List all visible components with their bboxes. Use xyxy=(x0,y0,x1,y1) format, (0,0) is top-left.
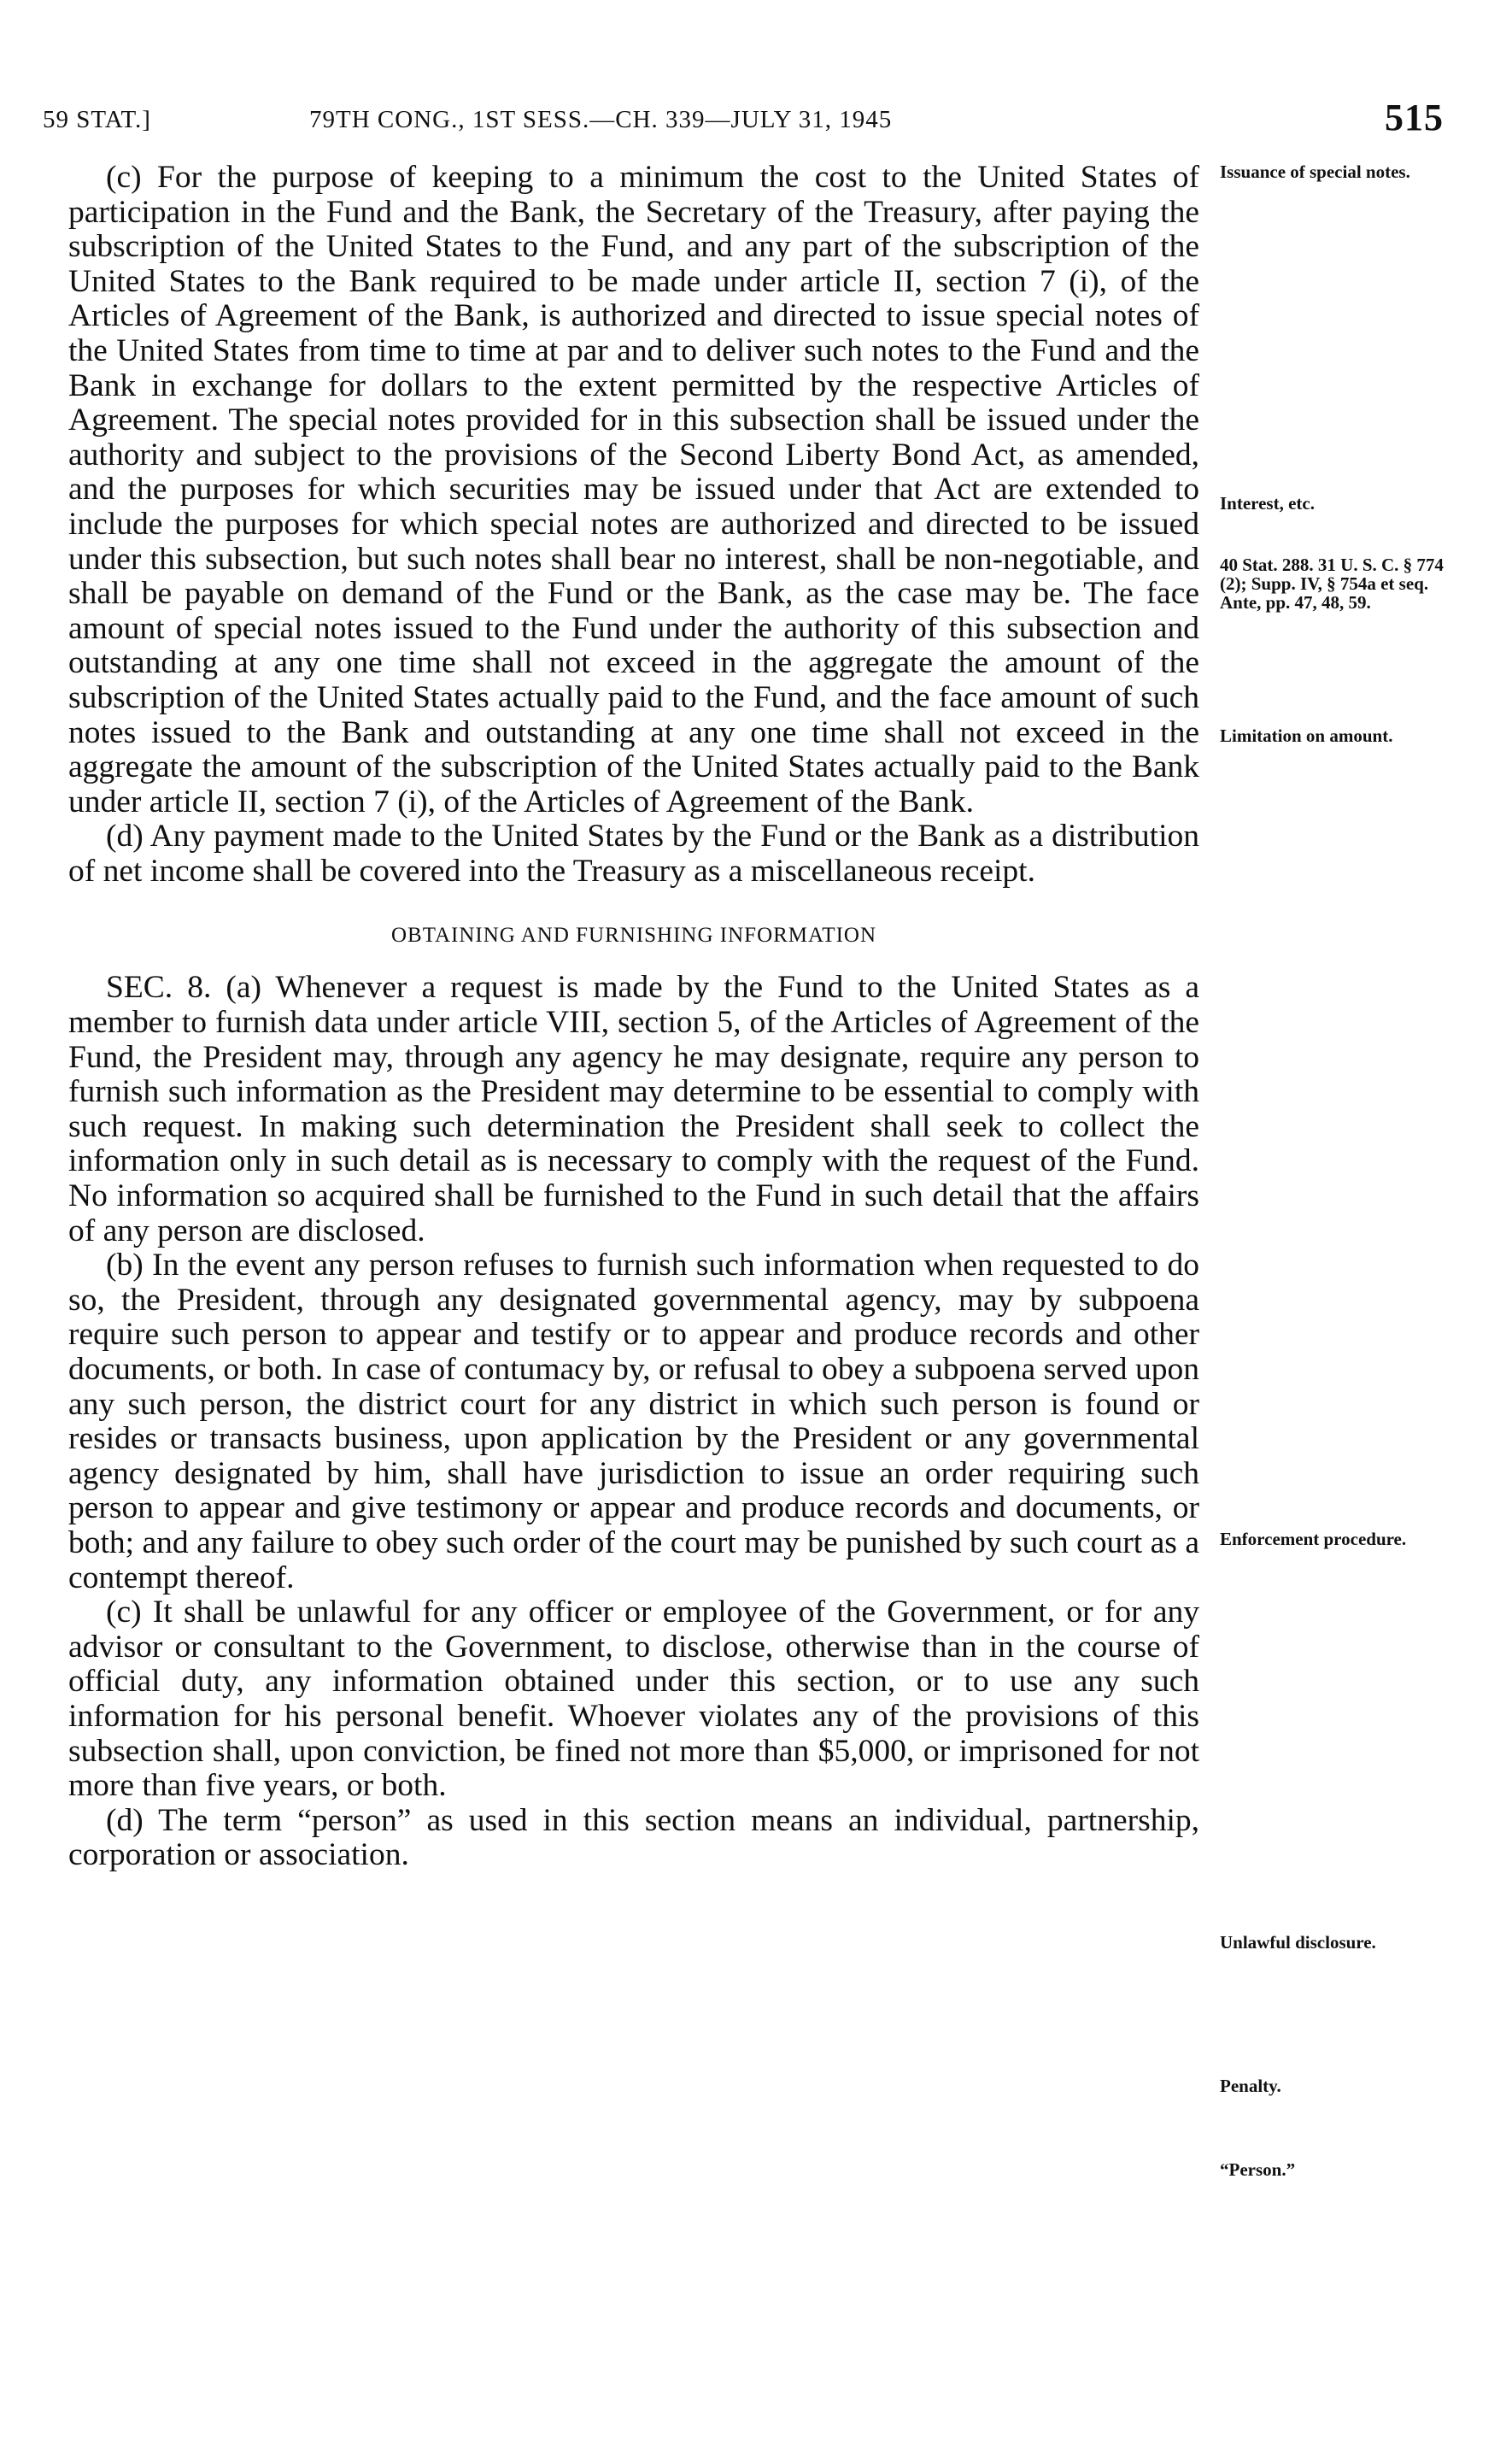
paragraph-sec8-b: (b) In the event any person refuses to furnish such information when requested to do so, the President, through any designated governmental agency, may by subpoena require such person to appear and testify or to appear and produce records and other documents, or both. In case of contumacy by, or refusal to obey a subpoena served upon any such person, the district court for any district in which such person is found or resides or transacts business, upon application by the President or any governmental agency designated by him, shall have jurisdiction to issue an order requiring such person to appear and give testimony or appear and produce records and documents, or both; and any failure to obey such order of the court may be punished by such court as a contempt thereof. xyxy=(68,1248,1199,1595)
margin-note-limitation: Limitation on amount. xyxy=(1220,725,1393,746)
statute-volume: 59 STAT.] xyxy=(43,106,151,133)
margin-note-enforcement: Enforcement procedure. xyxy=(1220,1529,1407,1549)
paragraph-d-net-income: (d) Any payment made to the United States by the Fund or the Bank as a distribution of net income shall be covered into the Treasury as a miscellaneous receipt. xyxy=(68,819,1199,889)
paragraph-sec8-a: SEC. 8. (a) Whenever a request is made by the Fund to the United States as a member to furnish data under article VIII, section 5, of the Articles of Agreement of the Fund, the President may, through any agency he may designate, require any person to furnish such information as the President may determine to be essential to comply with such request. In making such determination the President shall seek to collect the information only in such detail as is necessary to comply with the request of the Fund. No information so acquired shall be furnished to the Fund in such detail that the affairs of any person are disclosed. xyxy=(68,970,1199,1248)
margin-note-issuance: Issuance of special notes. xyxy=(1220,162,1410,182)
body-text xyxy=(68,161,1199,1873)
margin-note-person: “Person.” xyxy=(1220,2159,1296,2180)
page-number: 515 xyxy=(1385,97,1444,138)
running-head: 79TH CONG., 1ST SESS.—CH. 339—JULY 31, 1945 xyxy=(309,106,893,133)
margin-note-citation: 40 Stat. 288. 31 U. S. C. § 774 (2); Supp. IV, § 754a et seq. Ante, pp. 47, 48, 59. xyxy=(1220,555,1444,613)
section-heading: OBTAINING AND FURNISHING INFORMATION xyxy=(390,924,877,948)
margin-note-interest: Interest, etc. xyxy=(1220,493,1315,514)
paragraph-sec8-d: (d) The term “person” as used in this section means an individual, partnership, corporation or association. xyxy=(68,1802,1199,1873)
margin-note-penalty: Penalty. xyxy=(1220,2076,1281,2096)
paragraph-c-special-notes: (c) For the purpose of keeping to a minimum the cost to the United States of participation in the Fund and the Bank, the Secretary of the Treasury, after paying the subscription of the United States to the Fund, and any part of the subscription of the United States to the Bank required to be made under article II, section 7 (i), of the Articles of Agreement of the Bank, is authorized and directed to issue special notes of the United States from time to time at par and to deliver such notes to the Fund and the Bank in exchange for dollars to the extent permitted by the respective Articles of Agreement. The special notes provided for in this subsection shall be issued under the authority and subject to the provisions of the Second Liberty Bond Act, as amended, and the purposes for which securities may be issued under that Act are extended to include the purposes for which special notes are authorized and directed to be issued under this subsection, but such notes shall bear no interest, shall be non-negotiable, and shall be payable on demand of the Fund or the Bank, as the case may be. The face amount of special notes issued to the Fund under the authority of this subsection and outstanding at any one time shall not exceed in the aggregate the amount of the subscription of the United States actually paid to the Fund, and the face amount of such notes issued to the Bank and outstanding at any one time shall not exceed in the aggregate the amount of the subscription of the United States actually paid to the Bank under article II, section 7 (i), of the Articles of Agreement of the Bank. xyxy=(68,160,1199,819)
paragraph-sec8-c: (c) It shall be unlawful for any officer or employee of the Government, or for any advisor or consultant to the Government, to disclose, otherwise than in the course of official duty, any information obtained under this section, or to use any such information for his personal benefit. Whoever violates any of the provisions of this subsection shall, upon conviction, be fined not more than $5,000, or imprisoned for not more than five years, or both. xyxy=(68,1595,1199,1804)
page-header xyxy=(43,96,1444,147)
margin-note-unlawful: Unlawful disclosure. xyxy=(1220,1932,1376,1953)
